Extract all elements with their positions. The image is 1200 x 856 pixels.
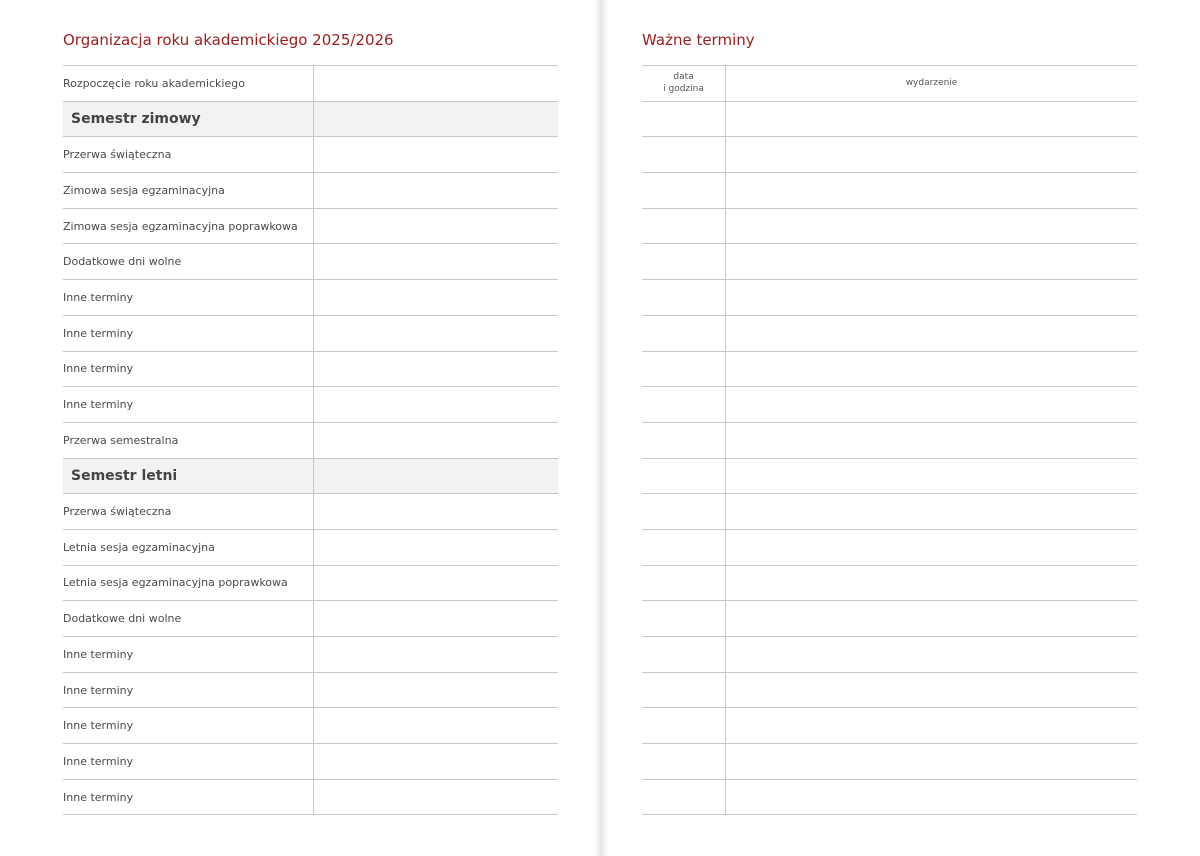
table-row <box>642 102 1137 138</box>
date-cell[interactable] <box>642 387 726 422</box>
row-value-cell[interactable] <box>314 566 558 601</box>
table-row <box>63 137 558 173</box>
row-label-cell <box>63 708 314 743</box>
event-cell[interactable] <box>726 316 1137 351</box>
row-label: Inne terminy <box>63 790 134 804</box>
table-row <box>642 423 1137 459</box>
row-value-cell[interactable] <box>314 209 558 244</box>
row-label: Letnia sesja egzaminacyjna <box>63 540 215 554</box>
important-dates-table <box>642 65 1137 815</box>
table-row <box>642 530 1137 566</box>
date-cell[interactable] <box>642 352 726 387</box>
table-row <box>63 316 558 352</box>
table-row <box>63 423 558 459</box>
date-cell[interactable] <box>642 316 726 351</box>
table-row <box>63 637 558 673</box>
event-cell[interactable] <box>726 637 1137 672</box>
row-value-cell[interactable] <box>314 459 558 494</box>
event-cell[interactable] <box>726 102 1137 137</box>
table-row <box>63 601 558 637</box>
table-row <box>642 744 1137 780</box>
event-header-label: wydarzenie <box>905 78 958 89</box>
row-label-cell <box>63 102 314 137</box>
table-row <box>63 66 558 102</box>
table-row <box>63 708 558 744</box>
date-cell[interactable] <box>642 173 726 208</box>
event-cell[interactable] <box>726 244 1137 279</box>
row-label-cell <box>63 494 314 529</box>
table-row <box>642 280 1137 316</box>
table-row <box>642 209 1137 245</box>
right-page <box>600 0 1200 856</box>
row-label-cell <box>63 601 314 636</box>
date-cell[interactable] <box>642 494 726 529</box>
row-label: Inne terminy <box>63 326 134 340</box>
row-label: Inne terminy <box>63 683 134 697</box>
table-row <box>63 744 558 780</box>
row-value-cell[interactable] <box>314 494 558 529</box>
event-cell[interactable] <box>726 352 1137 387</box>
date-header-line1: data <box>673 72 694 83</box>
event-cell[interactable] <box>726 744 1137 779</box>
table-row <box>642 244 1137 280</box>
table-row <box>63 566 558 602</box>
event-cell[interactable] <box>726 173 1137 208</box>
row-label-cell <box>63 280 314 315</box>
row-label-cell <box>63 137 314 172</box>
row-label-cell <box>63 352 314 387</box>
row-label: Rozpoczęcie roku akademickiego <box>63 76 245 90</box>
row-label: Dodatkowe dni wolne <box>63 255 182 269</box>
row-value-cell[interactable] <box>314 744 558 779</box>
row-label: Inne terminy <box>63 754 134 768</box>
row-label: Zimowa sesja egzaminacyjna poprawkowa <box>63 219 298 233</box>
row-value-cell[interactable] <box>314 173 558 208</box>
table-row <box>63 530 558 566</box>
table-row <box>642 494 1137 530</box>
row-value-cell[interactable] <box>314 244 558 279</box>
event-cell[interactable] <box>726 708 1137 743</box>
row-value-cell[interactable] <box>314 387 558 422</box>
row-label: Przerwa semestralna <box>63 433 179 447</box>
row-label-cell <box>63 423 314 458</box>
date-cell[interactable] <box>642 209 726 244</box>
table-row <box>63 673 558 709</box>
row-label: Zimowa sesja egzaminacyjna <box>63 183 225 197</box>
event-cell[interactable] <box>726 780 1137 815</box>
row-label: Inne terminy <box>63 362 134 376</box>
row-label: Inne terminy <box>63 719 134 733</box>
table-row <box>63 280 558 316</box>
row-value-cell[interactable] <box>314 423 558 458</box>
table-row <box>63 209 558 245</box>
row-label-cell <box>63 66 314 101</box>
event-cell[interactable] <box>726 209 1137 244</box>
event-cell[interactable] <box>726 280 1137 315</box>
row-value-cell[interactable] <box>314 352 558 387</box>
academic-year-table <box>63 65 558 815</box>
row-label-cell <box>63 244 314 279</box>
row-value-cell[interactable] <box>314 66 558 101</box>
section-label: Semestr zimowy <box>71 111 201 128</box>
row-label-cell <box>63 459 314 494</box>
date-cell[interactable] <box>642 423 726 458</box>
date-cell[interactable] <box>642 566 726 601</box>
table-row <box>642 566 1137 602</box>
date-cell[interactable] <box>642 244 726 279</box>
date-cell[interactable] <box>642 280 726 315</box>
table-row <box>642 316 1137 352</box>
table-row <box>63 173 558 209</box>
table-row <box>642 601 1137 637</box>
section-label: Semestr letni <box>71 467 178 484</box>
row-value-cell[interactable] <box>314 601 558 636</box>
table-row <box>642 352 1137 388</box>
row-value-cell[interactable] <box>314 637 558 672</box>
row-label-cell <box>63 673 314 708</box>
row-value-cell[interactable] <box>314 102 558 137</box>
date-cell[interactable] <box>642 530 726 565</box>
table-row <box>642 137 1137 173</box>
row-label-cell <box>63 530 314 565</box>
date-cell[interactable] <box>642 780 726 815</box>
table-row <box>642 637 1137 673</box>
row-label-cell <box>63 173 314 208</box>
date-cell[interactable] <box>642 637 726 672</box>
row-value-cell[interactable] <box>314 316 558 351</box>
section-header-row <box>63 102 558 138</box>
book-spine <box>594 0 608 856</box>
date-cell[interactable] <box>642 601 726 636</box>
event-cell[interactable] <box>726 494 1137 529</box>
row-value-cell[interactable] <box>314 530 558 565</box>
event-cell[interactable] <box>726 530 1137 565</box>
table-row <box>63 494 558 530</box>
table-header-row <box>642 66 1137 102</box>
row-value-cell[interactable] <box>314 780 558 815</box>
date-header-line2: i godzina <box>663 84 704 95</box>
date-cell[interactable] <box>642 459 726 494</box>
date-cell[interactable] <box>642 708 726 743</box>
row-value-cell[interactable] <box>314 673 558 708</box>
academic-year-title: Organizacja roku akademickiego 2025/2026 <box>63 31 394 49</box>
date-cell[interactable] <box>642 673 726 708</box>
row-label-cell <box>63 566 314 601</box>
table-row <box>63 387 558 423</box>
event-cell[interactable] <box>726 387 1137 422</box>
row-label: Dodatkowe dni wolne <box>63 612 182 626</box>
table-row <box>642 673 1137 709</box>
event-cell[interactable] <box>726 137 1137 172</box>
table-row <box>642 387 1137 423</box>
row-value-cell[interactable] <box>314 280 558 315</box>
date-cell[interactable] <box>642 137 726 172</box>
row-label: Inne terminy <box>63 290 134 304</box>
table-row <box>642 780 1137 816</box>
date-cell[interactable] <box>642 744 726 779</box>
table-row <box>642 173 1137 209</box>
row-label-cell <box>63 316 314 351</box>
row-label: Przerwa świąteczna <box>63 505 172 519</box>
row-value-cell[interactable] <box>314 137 558 172</box>
table-row <box>63 352 558 388</box>
important-dates-title: Ważne terminy <box>642 31 755 49</box>
table-row <box>642 459 1137 495</box>
event-cell[interactable] <box>726 459 1137 494</box>
row-label-cell <box>63 387 314 422</box>
table-row <box>63 244 558 280</box>
row-label: Inne terminy <box>63 398 134 412</box>
event-cell[interactable] <box>726 566 1137 601</box>
row-value-cell[interactable] <box>314 708 558 743</box>
date-column-header <box>642 66 726 101</box>
row-label-cell <box>63 780 314 815</box>
row-label-cell <box>63 209 314 244</box>
row-label: Letnia sesja egzaminacyjna poprawkowa <box>63 576 288 590</box>
event-column-header <box>726 66 1137 101</box>
section-header-row <box>63 459 558 495</box>
row-label-cell <box>63 637 314 672</box>
table-row <box>63 780 558 816</box>
row-label-cell <box>63 744 314 779</box>
event-cell[interactable] <box>726 423 1137 458</box>
row-label: Przerwa świąteczna <box>63 148 172 162</box>
table-row <box>642 708 1137 744</box>
row-label: Inne terminy <box>63 647 134 661</box>
event-cell[interactable] <box>726 673 1137 708</box>
date-cell[interactable] <box>642 102 726 137</box>
event-cell[interactable] <box>726 601 1137 636</box>
